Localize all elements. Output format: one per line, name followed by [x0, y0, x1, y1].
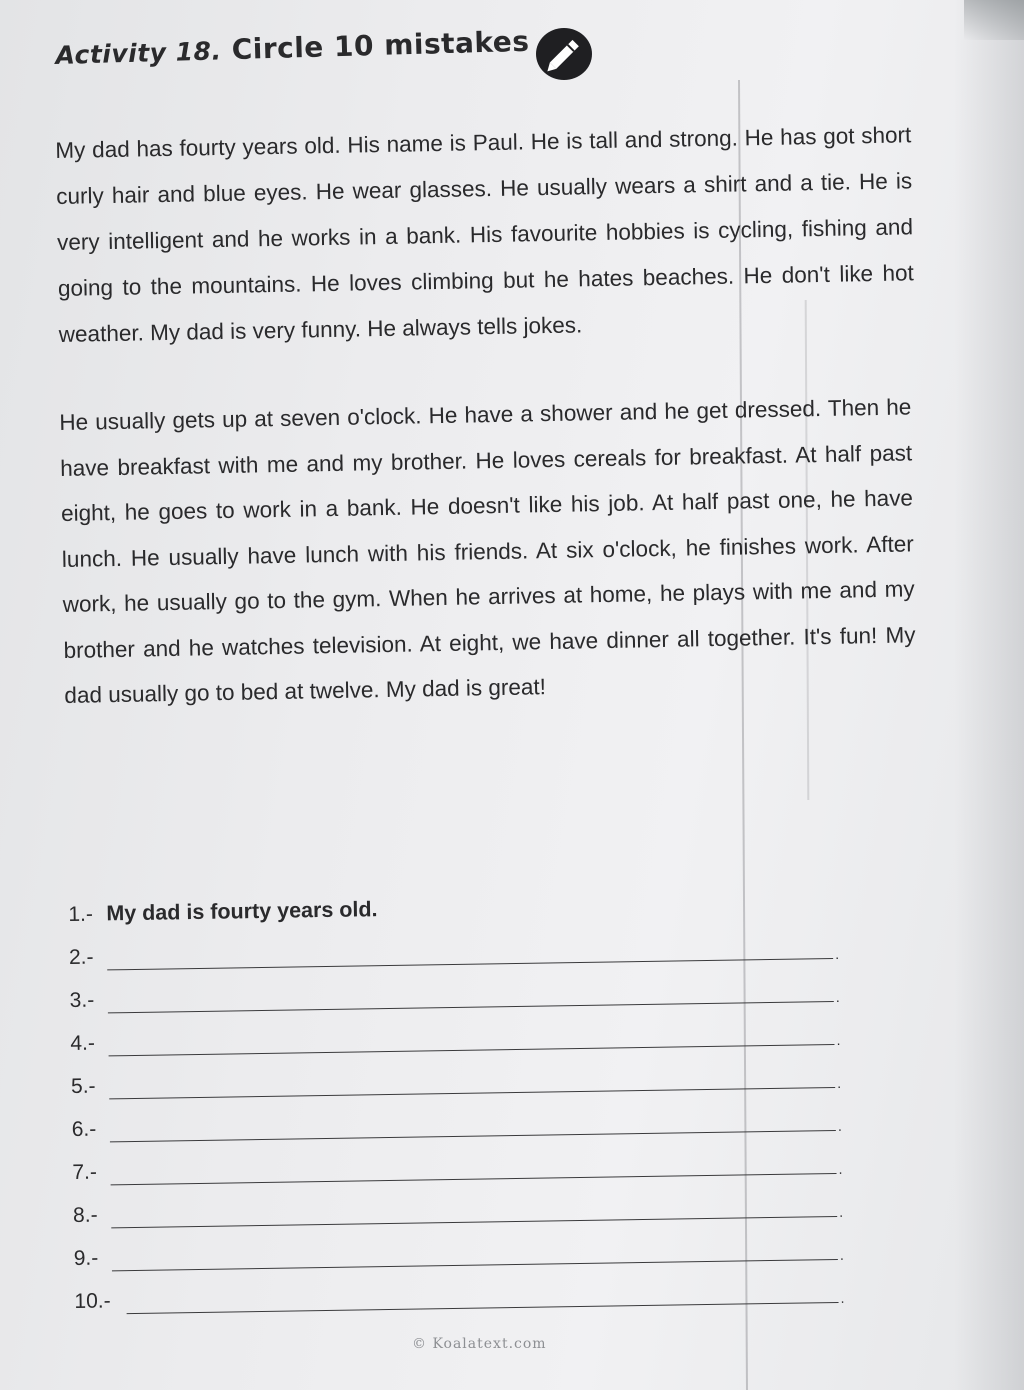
- line-end-mark: .: [839, 1246, 844, 1263]
- answer-number: 8.-: [72, 1203, 98, 1227]
- line-end-mark: .: [840, 1289, 845, 1306]
- page-edge-shadow: [954, 0, 1024, 1390]
- line-end-mark: .: [836, 1031, 841, 1048]
- story-paragraph-2: He usually gets up at seven o'clock. He have a shower and he get dressed. Then he have breakfast with me and my brother. He loves cereals for breakfast. At half past eight, he goes to work in a bank. He doesn't like his job. At half past one, he have lunch. He usually have lunch with his friends. At six o'clock, he finishes work. After work, he usually go to the gym. When he arrives at home, he plays with me and my brother and he watches television. At eight, we have dinner all together. It's fun! My dad usually go to bed at twelve. My dad is great!: [59, 394, 916, 708]
- answer-number: 7.-: [72, 1160, 98, 1184]
- answer-number: 9.-: [73, 1246, 99, 1270]
- answer-number: 3.-: [69, 988, 95, 1012]
- activity-title: [55, 25, 530, 71]
- example-answer: My dad is fourty years old.: [106, 897, 378, 926]
- line-end-mark: .: [839, 1203, 844, 1220]
- answer-list: [68, 880, 845, 1322]
- answer-number: 4.-: [70, 1031, 96, 1055]
- line-end-mark: .: [835, 945, 840, 962]
- pencil-icon: [534, 26, 594, 82]
- watermark: © Koalatext.com: [412, 1336, 547, 1352]
- answer-number: 5.-: [70, 1074, 96, 1098]
- answer-number: 2.-: [68, 945, 94, 969]
- answer-number: 10.-: [74, 1289, 111, 1313]
- line-end-mark: .: [838, 1160, 843, 1177]
- activity-label: Activity 18.: [55, 36, 222, 70]
- story-paragraph-1: My dad has fourty years old. His name is Paul. He is tall and strong. He has got short curly hair and blue eyes. He wear glasses. He usually wears a shirt and a tie. He is very intelligent and he works in a bank. His favourite hobbies is cycling, fishing and going to the mountains. He loves climbing but he hates beaches. He don't like hot weather. My dad is very funny. He always tells jokes.: [55, 122, 915, 347]
- page-corner-shadow: [964, 0, 1024, 40]
- answer-blank-line[interactable]: [127, 1302, 839, 1314]
- line-end-mark: .: [837, 1117, 842, 1134]
- answer-number: 1.-: [68, 902, 94, 926]
- line-end-mark: .: [835, 988, 840, 1005]
- answer-number: 6.-: [71, 1117, 97, 1141]
- line-end-mark: .: [837, 1074, 842, 1091]
- instruction-text: Circle 10 mistakes: [231, 24, 530, 67]
